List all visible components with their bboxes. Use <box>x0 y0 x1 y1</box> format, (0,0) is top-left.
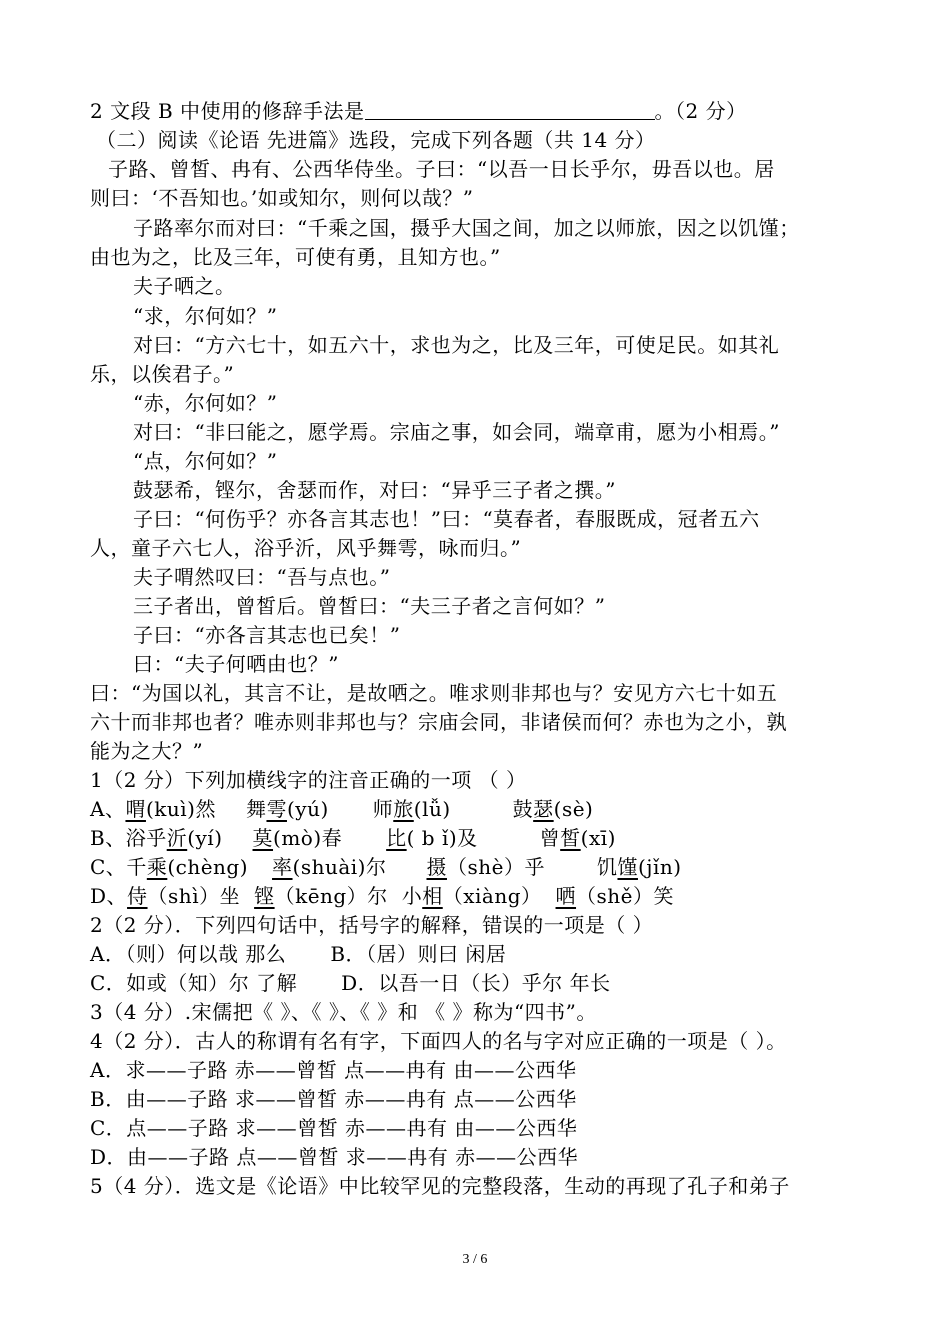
question-2-stem: 2（2 分）．下列四句话中，括号字的解释，错误的一项是（ ） <box>90 913 654 937</box>
passage-line: 能为之大？” <box>90 739 204 763</box>
question-1-option-a[interactable]: A、喟(kuì)然 舞雩(yú) 师旅(lǚ) 鼓瑟(sè) <box>90 797 594 821</box>
section-title: （二）阅读《论语 先进篇》选段，完成下列各题（共 14 分） <box>96 128 656 152</box>
passage-line: 曰：“为国以礼，其言不让，是故哂之。唯求则非邦也与？安见方六七十如五 <box>90 681 778 705</box>
question-3: 3（4 分）.宋儒把《 》、《 》、《 》和 《 》称为“四书”。 <box>90 1000 597 1024</box>
passage-line: “赤，尔何如？” <box>133 391 278 415</box>
question-4-option-c[interactable]: C．点——子路 求——曾皙 赤——冉有 由——公西华 <box>90 1116 578 1140</box>
question-4-option-a[interactable]: A．求——子路 赤——曾皙 点——冉有 由——公西华 <box>90 1058 577 1082</box>
passage-line: 子曰：“何伤乎？亦各言其志也！”曰：“莫春者，春服既成，冠者五六 <box>133 507 760 531</box>
question-2-options-row <box>90 940 870 969</box>
passage-line: 鼓瑟希，铿尔，舍瑟而作，对曰：“异乎三子者之撰。” <box>133 478 616 502</box>
question-4-stem: 4（2 分）．古人的称谓有名有字，下面四人的名与字对应正确的一项是（ ）。 <box>90 1029 787 1053</box>
question-4-option-d[interactable]: D．由——子路 点——曾皙 求——冉有 赤——公西华 <box>90 1145 579 1169</box>
passage-line: 夫子喟然叹曰：“吾与点也。” <box>133 565 391 589</box>
question-1-option-b[interactable]: B、浴乎沂(yí) 莫(mò)春 比( b ǐ)及 曾皙(xī) <box>90 826 616 850</box>
question-2-options-row <box>90 969 870 998</box>
passage-line: 则曰：‘不吾知也。’如或知尔，则何以哉？” <box>90 186 474 210</box>
passage-line: 人，童子六七人，浴乎沂，风乎舞雩，咏而归。” <box>90 536 522 560</box>
page-number: 3 / 6 <box>462 1252 488 1267</box>
question-2-rhetoric: 2 文段 B 中使用的修辞手法是 。（2 分） <box>90 99 747 123</box>
question-4-option-b[interactable]: B．由——子路 求——曾皙 赤——冉有 点——公西华 <box>90 1087 577 1111</box>
passage-line: 子路率尔而对曰：“千乘之国，摄乎大国之间，加之以师旅，因之以饥馑； <box>133 216 800 240</box>
question-1-stem: 1（2 分）下列加横线字的注音正确的一项 （ ） <box>90 768 527 792</box>
question-1-option-d[interactable]: D、侍（shì）坐 铿（kēng）尔 小相（xiàng） 哂（shě）笑 <box>90 884 675 908</box>
passage-line: 对曰：“方六七十，如五六十，求也为之，比及三年，可使足民。如其礼 <box>133 333 780 357</box>
passage-line: 夫子哂之。 <box>133 274 236 298</box>
question-1-option-c[interactable]: C、千乘(chèng) 率(shuài)尔 摄（shè）乎 饥馑(jǐn) <box>90 855 682 879</box>
passage-line: 子路、曾皙、冉有、公西华侍坐。子曰：“以吾一日长乎尔，毋吾以也。居 <box>108 157 775 181</box>
passage-line: 六十而非邦也者？唯赤则非邦也与？宗庙会同，非诸侯而何？赤也为之小，孰 <box>90 710 787 734</box>
question-2-option-b[interactable]: B．（居）则曰 闲居 <box>330 942 507 966</box>
passage-line: 三子者出，曾皙后。曾皙曰：“夫三子者之言何如？” <box>133 594 606 618</box>
passage-line: 曰：“夫子何哂由也？” <box>133 652 339 676</box>
passage-line: “求，尔何如？” <box>133 304 278 328</box>
passage-line: “点，尔何如？” <box>133 449 278 473</box>
question-5: 5（4 分）．选文是《论语》中比较罕见的完整段落，生动的再现了孔子和弟子 <box>90 1174 790 1198</box>
answer-blank[interactable] <box>365 99 655 120</box>
question-2-option-a[interactable]: A．（则）何以哉 那么 <box>90 942 287 966</box>
passage-line: 乐，以俟君子。” <box>90 362 235 386</box>
passage-line: 由也为之，比及三年，可使有勇，且知方也。” <box>90 245 501 269</box>
question-2-option-d[interactable]: D．以吾一日（长）乎尔 年长 <box>341 971 611 995</box>
passage-line: 对曰：“非曰能之，愿学焉。宗庙之事，如会同，端章甫，愿为小相焉。” <box>133 420 780 444</box>
passage-line: 子曰：“亦各言其志也已矣！” <box>133 623 401 647</box>
question-2-option-c[interactable]: C．如或（知）尔 了解 <box>90 971 298 995</box>
